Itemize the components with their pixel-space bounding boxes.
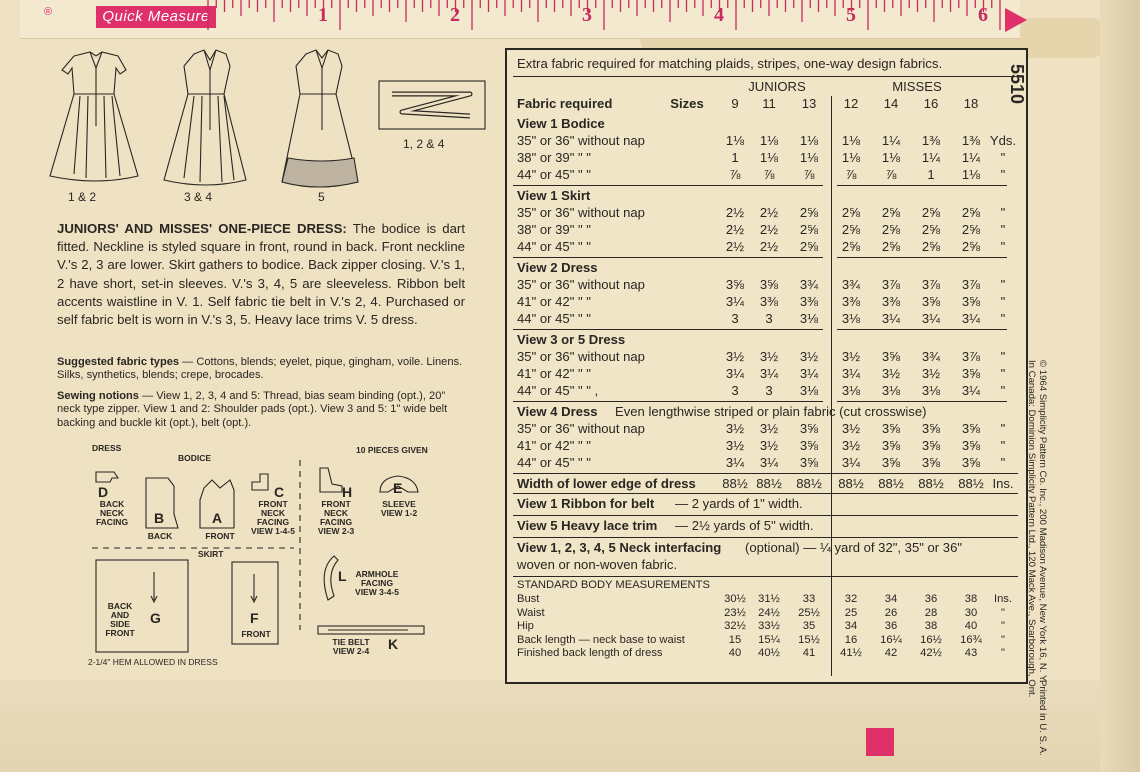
measurement-value: 38 (924, 620, 938, 632)
description-heading: JUNIORS' AND MISSES' ONE-PIECE DRESS: (57, 221, 347, 236)
yardage-value: 1⅛ (961, 167, 981, 182)
paper-aging (0, 680, 1140, 772)
ruler-number: 4 (714, 4, 724, 26)
divider (513, 257, 823, 258)
yardage-value: 3½ (759, 421, 779, 436)
figure-label: 1 & 2 (68, 190, 97, 204)
yardage-value: 3 (731, 311, 739, 326)
measurement-value: 32 (844, 593, 858, 605)
yardage-value: 3⅞ (961, 277, 981, 292)
ribbon-text: — 2 yards of 1" width. (675, 496, 803, 511)
divider (513, 329, 823, 330)
unit-label: " (1001, 606, 1005, 619)
divider (513, 76, 1018, 77)
yardage-value: 3¼ (725, 366, 745, 381)
measurement-value: 15 (728, 633, 742, 646)
yardage-value: 3⅝ (725, 277, 745, 292)
measurement-value: 40 (728, 647, 742, 659)
unit-label: " (1000, 311, 1006, 326)
ribbon-title: View 1 Ribbon for belt (517, 496, 655, 511)
yardage-value: 3⅝ (799, 421, 819, 436)
unit-label: Ins. (993, 593, 1013, 605)
section-title: View 3 or 5 Dress (517, 332, 626, 347)
yardage-value: 3⅝ (961, 455, 981, 470)
yardage-value: 3½ (759, 349, 779, 364)
canada-notice: In Canada: Dominion Simplicity Pattern Ltd., 120 Mack Ave., Scarborough, Ont. (1026, 360, 1037, 698)
yardage-value: 3½ (881, 366, 901, 381)
fabric-types-heading: Suggested fabric types (57, 356, 180, 368)
paper-edge (1100, 0, 1140, 772)
piece-name: FRONT (241, 629, 271, 639)
measurement-value: 34 (884, 593, 898, 605)
dress-views-illustration (34, 46, 374, 196)
divider (837, 401, 1007, 402)
yardage-value: 3⅝ (921, 294, 941, 309)
yardage-value: 2⅝ (921, 222, 941, 237)
yardage-value: 1⅛ (799, 150, 819, 165)
measurement-value: 30 (964, 606, 978, 619)
section-subtitle: Even lengthwise striped or plain fabric (cut crosswise) (615, 404, 927, 419)
interfacing-title: View 1, 2, 3, 4, 5 Neck interfacing (517, 540, 722, 555)
yardage-value: 3⅜ (841, 294, 861, 309)
fabric-width-label: 35" or 36" without nap (517, 421, 645, 436)
unit-label: " (1000, 167, 1006, 182)
measurement-value: 32½ (724, 620, 746, 632)
yardage-value: 3⅝ (881, 421, 901, 436)
piece-letter: C (274, 484, 285, 500)
yardage-value: 3¼ (961, 311, 981, 326)
dress-figure-5 (282, 50, 358, 187)
size-header: 9 (731, 96, 739, 111)
interfacing-text: (optional) — ¼ yard of 32", 35" or 36" (745, 540, 963, 555)
pink-marker-tab (866, 728, 894, 756)
measurement-value: 36 (884, 620, 898, 632)
unit-label: " (1000, 366, 1006, 381)
yardage-value: 3⅝ (961, 294, 981, 309)
dress-label: DRESS (92, 443, 122, 453)
skirt-label: SKIRT (198, 549, 224, 559)
chart-note: Extra fabric required for matching plaids, stripes, one-way design fabrics. (517, 56, 943, 71)
yardage-value: 3½ (841, 438, 861, 453)
ruler-number: 2 (450, 4, 460, 26)
piece-letter: K (388, 636, 399, 652)
yardage-value: 1⅛ (725, 133, 745, 148)
fabric-width-label: 38" or 39" " " (517, 150, 591, 165)
fabric-width-label: 35" or 36" without nap (517, 277, 645, 292)
printed-notice: Printed in U. S. A. (1037, 680, 1048, 756)
figure-label: 5 (318, 190, 325, 204)
quick-measure-ruler (20, 0, 1020, 39)
divider (513, 515, 1018, 516)
unit-label: " (1000, 150, 1006, 165)
measurement-value: 25½ (798, 606, 820, 619)
yardage-value: 3¾ (921, 349, 941, 364)
figure-label: 3 & 4 (184, 190, 213, 204)
yardage-value: 3¼ (841, 366, 861, 381)
yardage-value: 2⅝ (921, 239, 941, 254)
yardage-value: 2⅝ (841, 222, 861, 237)
piece-name: FRONT NECK FACING VIEW 2-3 (317, 499, 355, 536)
yardage-value: 2½ (725, 205, 745, 220)
width-value: 88½ (838, 476, 864, 491)
measurement-label: Waist (517, 606, 545, 619)
piece-name: FRONT (205, 531, 235, 541)
yardage-value: 2½ (725, 239, 745, 254)
yardage-value: ⅞ (885, 167, 897, 182)
yardage-value: 2⅝ (921, 205, 941, 220)
yardage-value: ⅞ (845, 167, 857, 182)
yardage-value: 3¼ (725, 455, 745, 470)
yardage-value: 2⅝ (881, 205, 901, 220)
ruler-number: 6 (978, 4, 988, 26)
interfacing-text: woven or non-woven fabric. (517, 557, 678, 572)
yardage-value: 1⅜ (961, 133, 981, 148)
yardage-value: 3½ (841, 349, 861, 364)
yardage-value: 3½ (799, 349, 819, 364)
yardage-value: 3⅝ (881, 349, 901, 364)
width-value: 88½ (722, 476, 748, 491)
measurement-value: 30½ (724, 593, 746, 605)
ruler-ticks (20, 0, 1020, 38)
yardage-value: 3½ (725, 438, 745, 453)
yardage-value: 3⅛ (841, 311, 861, 326)
size-header: 14 (883, 96, 899, 111)
fabric-width-label: 44" or 45" " " (517, 455, 591, 470)
yardage-value: 2⅝ (841, 239, 861, 254)
measurement-label: Bust (517, 593, 540, 605)
piece-name: ARMHOLE FACING VIEW 3-4-5 (355, 569, 399, 597)
unit-label: Yds. (989, 133, 1017, 148)
fabric-width-label: 44" or 45" " " (517, 311, 591, 326)
registered-mark: ® (44, 6, 53, 18)
yardage-value: 3⅝ (921, 421, 941, 436)
fabric-width-label: 44" or 45" " " , (517, 383, 599, 398)
unit-label: " (1000, 455, 1006, 470)
unit-label: " (1001, 620, 1005, 632)
divider (837, 329, 1007, 330)
width-value: 88½ (918, 476, 944, 491)
yardage-value: 3¼ (725, 294, 745, 309)
divider (513, 576, 1018, 577)
piece-name: SLEEVE VIEW 1-2 (380, 499, 418, 518)
piece-name: BACK AND SIDE FRONT (105, 601, 135, 638)
pattern-pieces-shapes (88, 440, 468, 670)
fabric-width-label: 35" or 36" without nap (517, 205, 645, 220)
unit-label: " (1000, 239, 1006, 254)
measurement-value: 40 (964, 620, 978, 632)
yardage-value: 2⅝ (961, 205, 981, 220)
unit-label: " (1001, 633, 1005, 646)
yardage-value: 3½ (841, 421, 861, 436)
yardage-value: 2⅝ (881, 239, 901, 254)
yardage-value: 1 (731, 150, 739, 165)
size-header: 16 (923, 96, 939, 111)
yardage-value: 3¼ (921, 311, 941, 326)
sewing-notions (57, 390, 467, 430)
fabric-width-label: 41" or 42" " " (517, 438, 591, 453)
sewing-notions-heading: Sewing notions (57, 390, 139, 402)
width-value: 88½ (796, 476, 822, 491)
yardage-value: 3¼ (799, 366, 819, 381)
ruler-number: 1 (318, 4, 328, 26)
size-header: 13 (801, 96, 817, 111)
yardage-value: 3½ (725, 421, 745, 436)
piece-letter: D (98, 484, 109, 500)
yardage-value: 1⅜ (921, 133, 941, 148)
unit-label: " (1000, 438, 1006, 453)
unit-label: " (1000, 277, 1006, 292)
fabric-width-label: 35" or 36" without nap (517, 349, 645, 364)
yardage-value: 3⅜ (799, 294, 819, 309)
description-text: The bodice is dart fitted. Neckline is styled square in front, round in back. Front neckline V.'s 2, 3 are lower. Skirt gathers to bodice. Back zipper closing. V.'s 1, 2 have short, set-in sleeves. V.'s 3, 4, 5 are sleeveless. Ribbon belt accents waistline in V. 1. Self fabric tie belt in V.'s 2, 4. Purchased or self fabric belt is worn in V.'s 3, 5. Heavy lace trims V. 5 dress. (57, 221, 465, 328)
yardage-value: 1¼ (961, 150, 981, 165)
size-header: 18 (963, 96, 979, 111)
lace-text: — 2½ yards of 5" width. (675, 518, 814, 533)
divider (837, 185, 1007, 186)
measurement-value: 42 (884, 647, 898, 659)
lace-title: View 5 Heavy lace trim (517, 518, 658, 533)
fabric-width-label: 41" or 42" " " (517, 366, 591, 381)
yardage-value: 3⅝ (881, 455, 901, 470)
measurement-value: 16½ (920, 633, 942, 646)
yardage-value: 3¼ (961, 383, 981, 398)
piece-name: BACK (147, 531, 173, 541)
dress-figure-1-2 (50, 52, 138, 181)
piece-letter: E (393, 480, 403, 496)
ruler-number: 3 (582, 4, 592, 26)
piece-letter: A (212, 510, 223, 526)
sizes-label: Sizes (670, 96, 704, 111)
measurement-value: 16¾ (960, 633, 982, 646)
measurement-value: 25 (844, 606, 858, 619)
fabric-types-text: — Cottons, blends; eyelet, pique, gingham, voile. Linens. Silks, synthetics, blends; crepe, brocades. (57, 356, 463, 382)
measurement-value: 43 (964, 647, 978, 659)
fabric-width-label: 35" or 36" without nap (517, 133, 645, 148)
measurement-value: 38 (964, 593, 978, 605)
measurement-label: Hip (517, 620, 534, 632)
fabric-width-label: 38" or 39" " " (517, 222, 591, 237)
pattern-description (57, 220, 465, 329)
yardage-value: 3⅞ (921, 277, 941, 292)
yardage-value: 3½ (725, 349, 745, 364)
yardage-value: ⅞ (729, 167, 741, 182)
measurement-value: 34 (844, 620, 858, 632)
measurement-value: 41 (802, 647, 816, 659)
unit-label: " (1000, 294, 1006, 309)
divider (513, 185, 823, 186)
juniors-misses-divider (831, 96, 832, 676)
unit-label: " (1000, 222, 1006, 237)
yardage-value: 1⅛ (759, 150, 779, 165)
divider (837, 257, 1007, 258)
measurement-value: 35 (802, 620, 816, 632)
unit-label: " (1000, 383, 1006, 398)
width-label: Width of lower edge of dress (517, 476, 696, 491)
measurement-value: 36 (924, 593, 938, 605)
unit-label: " (1000, 421, 1006, 436)
unit-label: " (1000, 349, 1006, 364)
yardage-value: 3⅛ (799, 311, 819, 326)
yardage-value: 3⅛ (799, 383, 819, 398)
yardage-value: 3⅛ (881, 383, 901, 398)
yardage-chart (505, 48, 1028, 684)
section-title: View 1 Bodice (517, 116, 605, 131)
yardage-value: 2⅝ (799, 239, 819, 254)
yardage-value: 3⅝ (961, 366, 981, 381)
yardage-value: 3⅝ (961, 438, 981, 453)
piece-letter: B (154, 510, 165, 526)
yardage-value: 3⅜ (881, 294, 901, 309)
measurements-title: STANDARD BODY MEASUREMENTS (517, 579, 710, 591)
measurement-value: 40½ (758, 647, 780, 659)
yardage-value: 2½ (759, 205, 779, 220)
yardage-value: 3¾ (841, 277, 861, 292)
yardage-value: 3¼ (841, 455, 861, 470)
yardage-value: 3 (765, 311, 773, 326)
piece-letter: L (338, 568, 347, 584)
yardage-value: 3⅝ (759, 277, 779, 292)
yardage-value: ⅞ (763, 167, 775, 182)
fabric-types (57, 356, 467, 383)
divider (513, 493, 1018, 494)
pieces-count: 10 PIECES GIVEN (356, 445, 428, 455)
yardage-value: 2⅝ (841, 205, 861, 220)
measurement-value: 16¼ (880, 633, 902, 646)
yardage-value: 3⅛ (921, 383, 941, 398)
yardage-value: 1¼ (881, 133, 901, 148)
measurement-value: 15¼ (758, 633, 780, 646)
bodice-label: BODICE (178, 453, 212, 463)
yardage-value: 1 (927, 167, 935, 182)
width-value: 88½ (878, 476, 904, 491)
yardage-value: 3 (731, 383, 739, 398)
ruler-label: Quick Measure (96, 6, 216, 28)
yardage-value: 2⅝ (961, 239, 981, 254)
yardage-value: 2⅝ (799, 222, 819, 237)
yardage-value: 3⅞ (881, 277, 901, 292)
measurement-value: 16 (844, 633, 858, 646)
fabric-width-label: 41" or 42" " " (517, 294, 591, 309)
measurement-label: Finished back length of dress (517, 647, 663, 659)
piece-letter: F (250, 610, 259, 626)
fabric-width-label: 44" or 45" " " (517, 167, 591, 182)
yardage-value: 1⅛ (881, 150, 901, 165)
measurement-value: 42½ (920, 647, 942, 659)
fabric-width-label: 44" or 45" " " (517, 239, 591, 254)
ruler-end-arrow-icon (1005, 8, 1027, 32)
yardage-value: ⅞ (803, 167, 815, 182)
yardage-value: 3 (765, 383, 773, 398)
piece-name: BACK NECK FACING (95, 499, 129, 527)
yardage-value: 3⅝ (921, 438, 941, 453)
misses-group-label: MISSES (892, 79, 942, 94)
measurement-value: 31½ (758, 593, 780, 605)
yardage-value: 1⅛ (841, 133, 861, 148)
yardage-value: 3⅝ (799, 455, 819, 470)
yardage-value: 3⅛ (841, 383, 861, 398)
yardage-value: 3⅞ (961, 349, 981, 364)
yardage-value: 3⅝ (921, 455, 941, 470)
yardage-value: 2½ (725, 222, 745, 237)
yardage-value: 2⅝ (881, 222, 901, 237)
section-title: View 4 Dress (517, 404, 598, 419)
divider (513, 537, 1018, 538)
pattern-pieces-diagram (88, 440, 468, 670)
dress-figure-3-4 (164, 50, 246, 185)
unit-label: Ins. (992, 476, 1014, 491)
measurement-label: Back length — neck base to waist (517, 633, 685, 646)
divider (513, 401, 823, 402)
size-header: 11 (762, 96, 776, 111)
yardage-value: 3¼ (759, 366, 779, 381)
belt-view-label: 1, 2 & 4 (403, 137, 445, 151)
piece-name: FRONT NECK FACING VIEW 1-4-5 (251, 499, 295, 536)
width-value: 88½ (756, 476, 782, 491)
yardage-value: 1⅛ (759, 133, 779, 148)
belt-view-illustration (378, 80, 488, 132)
hem-note: 2-1/4" HEM ALLOWED IN DRESS (88, 657, 218, 667)
ruler-number: 5 (846, 4, 856, 26)
copyright-notice: © 1964 Simplicity Pattern Co. Inc., 200 Madison Avenue, New York 16, N. Y. (1037, 360, 1048, 683)
yardage-value: 1⅛ (841, 150, 861, 165)
section-title: View 1 Skirt (517, 188, 591, 203)
fabric-required-label: Fabric required (517, 96, 613, 111)
section-title: View 2 Dress (517, 260, 598, 275)
yardage-value: 1¼ (921, 150, 941, 165)
juniors-group-label: JUNIORS (748, 79, 806, 94)
divider (513, 473, 1018, 474)
sewing-notions-text: — View 1, 2, 3, 4 and 5: Thread, bias seam binding (opt.), 20" neck type zipper. View 1 and 2: Shoulder pads (opt.). View 3 and 5: 1" wide belt backing and buckle kit (opt.), belt (opt.). (57, 390, 448, 429)
yardage-value: 2⅝ (961, 222, 981, 237)
yardage-value: 3¾ (799, 277, 819, 292)
yardage-value: 3⅝ (961, 421, 981, 436)
measurement-value: 41½ (840, 647, 862, 659)
piece-letter: G (150, 610, 161, 626)
measurement-value: 28 (924, 606, 938, 619)
width-value: 88½ (958, 476, 984, 491)
yardage-value: 2⅝ (799, 205, 819, 220)
piece-letter: H (342, 484, 353, 500)
yardage-value: 3½ (921, 366, 941, 381)
measurement-value: 33½ (758, 620, 780, 632)
piece-name: TIE BELT VIEW 2-4 (332, 637, 370, 656)
yardage-value: 3½ (759, 438, 779, 453)
measurement-value: 15½ (798, 633, 820, 646)
yardage-value: 3⅝ (799, 438, 819, 453)
measurement-value: 24½ (758, 606, 780, 619)
unit-label: " (1001, 647, 1005, 659)
yardage-value: 3⅝ (881, 438, 901, 453)
pattern-number: 5510 (1007, 64, 1027, 105)
yardage-value: 2½ (759, 222, 779, 237)
unit-label: " (1000, 205, 1006, 220)
yardage-value: 1⅛ (799, 133, 819, 148)
yardage-value: 3¼ (759, 455, 779, 470)
yardage-value: 3⅜ (759, 294, 779, 309)
size-header: 12 (843, 96, 859, 111)
measurement-value: 26 (884, 606, 898, 619)
yardage-value: 2½ (759, 239, 779, 254)
measurement-value: 23½ (724, 606, 746, 619)
measurement-value: 33 (802, 593, 816, 605)
yardage-value: 3¼ (881, 311, 901, 326)
